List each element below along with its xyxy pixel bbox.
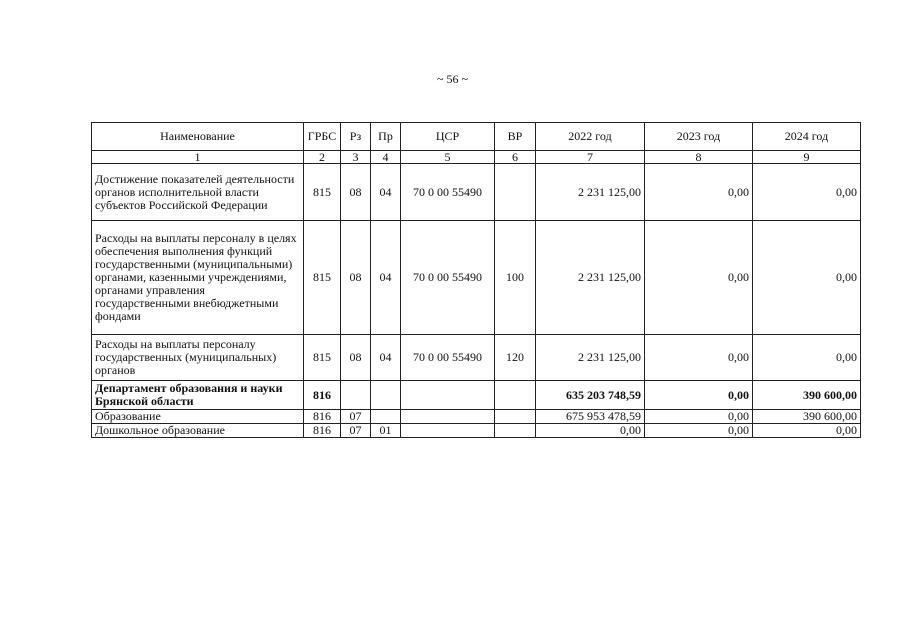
row-rz: 08 [341, 221, 371, 335]
column-number: 1 [92, 151, 304, 164]
header-grbs: ГРБС [304, 123, 341, 151]
header-2023: 2023 год [645, 123, 753, 151]
row-2024: 390 600,00 [753, 410, 861, 424]
row-2023: 0,00 [645, 335, 753, 381]
row-grbs: 816 [304, 424, 341, 438]
row-name: Достижение показателей деятельности органов исполнительной власти субъектов Российской Федерации [92, 164, 304, 221]
row-csr [401, 381, 495, 410]
row-pr: 04 [371, 164, 401, 221]
row-name: Департамент образования и науки Брянской области [92, 381, 304, 410]
column-number: 9 [753, 151, 861, 164]
row-name: Расходы на выплаты персоналу в целях обеспечения выполнения функций государственными (муниципальными) органами, казенными учреждениями, органами управления государственными внебюджетными фондами [92, 221, 304, 335]
column-number: 3 [341, 151, 371, 164]
row-name: Дошкольное образование [92, 424, 304, 438]
column-number: 5 [401, 151, 495, 164]
row-2024: 0,00 [753, 164, 861, 221]
column-number: 2 [304, 151, 341, 164]
row-pr [371, 410, 401, 424]
row-csr [401, 410, 495, 424]
table-row [92, 424, 861, 438]
row-2022: 2 231 125,00 [536, 221, 645, 335]
row-vr: 100 [495, 221, 536, 335]
row-2023: 0,00 [645, 221, 753, 335]
row-name: Образование [92, 410, 304, 424]
row-rz: 07 [341, 424, 371, 438]
table-row [92, 164, 861, 221]
table-row [92, 410, 861, 424]
row-grbs: 816 [304, 381, 341, 410]
row-2022: 675 953 478,59 [536, 410, 645, 424]
header-rz: Рз [341, 123, 371, 151]
row-rz: 08 [341, 335, 371, 381]
row-vr: 120 [495, 335, 536, 381]
row-csr [401, 424, 495, 438]
column-number: 7 [536, 151, 645, 164]
row-2023: 0,00 [645, 424, 753, 438]
row-rz: 07 [341, 410, 371, 424]
row-grbs: 815 [304, 164, 341, 221]
row-vr [495, 164, 536, 221]
row-vr [495, 381, 536, 410]
row-2024: 390 600,00 [753, 381, 861, 410]
header-row [92, 123, 861, 151]
row-rz [341, 381, 371, 410]
row-grbs: 815 [304, 221, 341, 335]
header-name: Наименование [92, 123, 304, 151]
row-2024: 0,00 [753, 221, 861, 335]
column-number: 6 [495, 151, 536, 164]
row-grbs: 816 [304, 410, 341, 424]
row-2022: 635 203 748,59 [536, 381, 645, 410]
budget-table [91, 122, 861, 438]
header-2024: 2024 год [753, 123, 861, 151]
row-pr [371, 381, 401, 410]
row-2023: 0,00 [645, 164, 753, 221]
column-number: 8 [645, 151, 753, 164]
row-2022: 2 231 125,00 [536, 335, 645, 381]
header-2022: 2022 год [536, 123, 645, 151]
row-vr [495, 410, 536, 424]
header-pr: Пр [371, 123, 401, 151]
row-2023: 0,00 [645, 410, 753, 424]
table-row [92, 221, 861, 335]
row-name: Расходы на выплаты персоналу государственных (муниципальных) органов [92, 335, 304, 381]
row-csr: 70 0 00 55490 [401, 335, 495, 381]
page-number: ~ 56 ~ [437, 72, 468, 86]
row-rz: 08 [341, 164, 371, 221]
row-2022: 0,00 [536, 424, 645, 438]
column-number-row [92, 151, 861, 164]
row-2023: 0,00 [645, 381, 753, 410]
column-number: 4 [371, 151, 401, 164]
row-csr: 70 0 00 55490 [401, 221, 495, 335]
table-row [92, 335, 861, 381]
table-row [92, 381, 861, 410]
row-pr: 04 [371, 221, 401, 335]
row-2024: 0,00 [753, 424, 861, 438]
header-csr: ЦСР [401, 123, 495, 151]
row-pr: 01 [371, 424, 401, 438]
row-csr: 70 0 00 55490 [401, 164, 495, 221]
row-vr [495, 424, 536, 438]
row-grbs: 815 [304, 335, 341, 381]
header-vr: ВР [495, 123, 536, 151]
row-2022: 2 231 125,00 [536, 164, 645, 221]
row-2024: 0,00 [753, 335, 861, 381]
row-pr: 04 [371, 335, 401, 381]
